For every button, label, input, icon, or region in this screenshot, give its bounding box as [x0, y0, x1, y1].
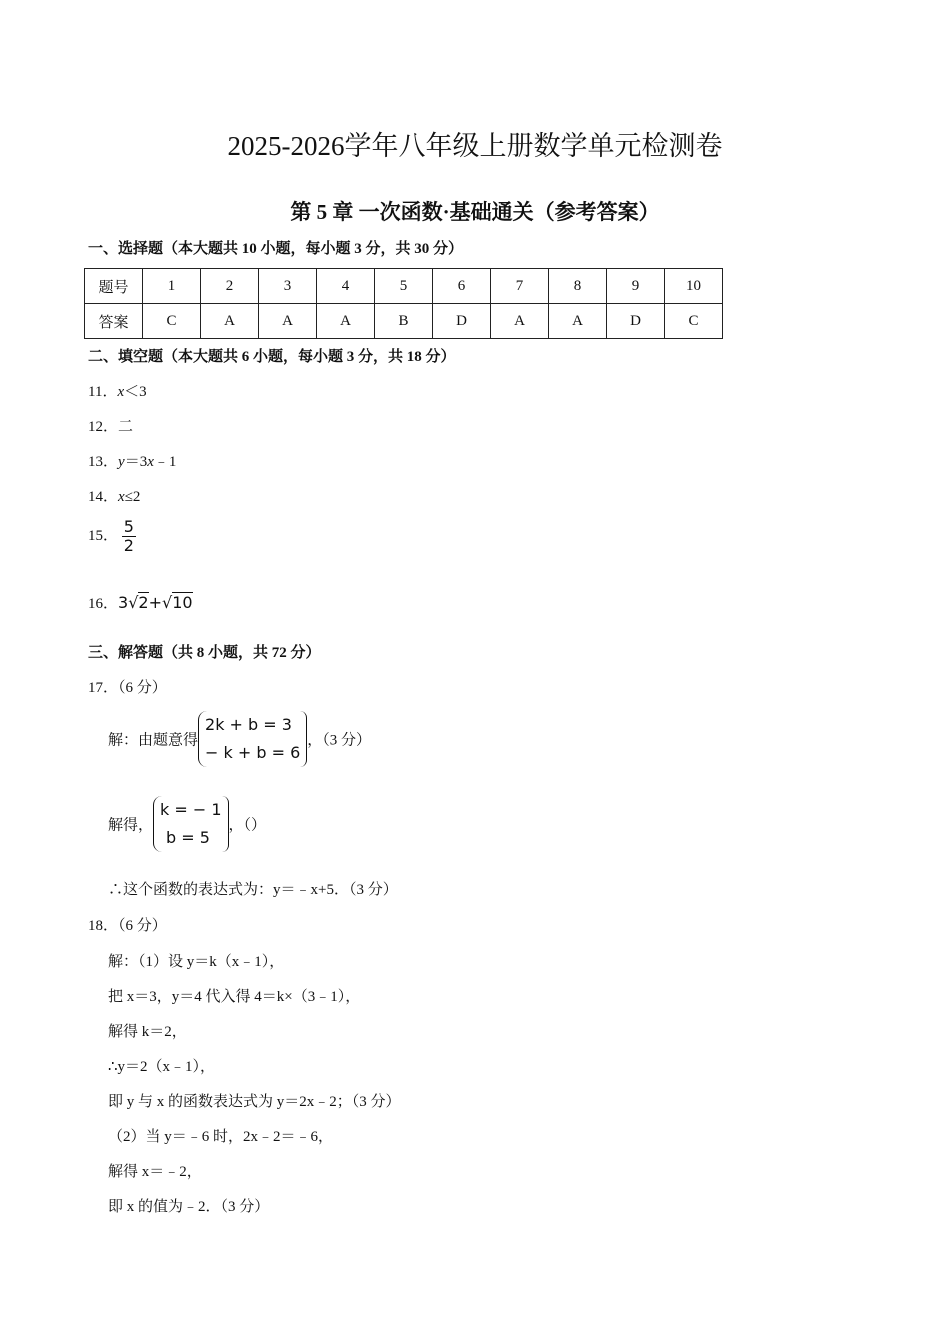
q18-line: 即 y 与 x 的函数表达式为 y＝2x﹣2；（3 分） — [108, 1094, 401, 1110]
q18-line: 解得 k＝2， — [108, 1024, 187, 1040]
table-cell: A — [317, 304, 375, 339]
table-cell: A — [491, 304, 549, 339]
q17-solution-line — [108, 796, 266, 852]
text: 解得， — [108, 817, 154, 834]
table-cell: C — [665, 304, 723, 339]
table-cell: 3 — [259, 269, 317, 304]
answer-text: ﹣1 — [153, 454, 177, 470]
question-number: 13． — [88, 454, 119, 470]
sqrt-icon: √ — [162, 593, 173, 612]
question-number: 12． — [88, 419, 119, 435]
equation: b = 5 — [166, 828, 210, 847]
table-row-answers — [85, 304, 723, 339]
coefficient: 3 — [118, 593, 129, 612]
question-number: 14． — [88, 489, 119, 505]
variable: x — [147, 454, 154, 470]
table-cell: A — [259, 304, 317, 339]
answer-text: ＜3 — [124, 384, 147, 400]
table-cell: 7 — [491, 269, 549, 304]
q17-heading: 17．（6 分） — [88, 680, 167, 696]
table-row-label: 题号 — [85, 269, 143, 304]
table-row-label: 答案 — [85, 304, 143, 339]
sqrt-icon: √ — [128, 593, 139, 612]
answer-text: 二 — [118, 419, 134, 435]
answer-14 — [88, 485, 140, 506]
table-cell: D — [607, 304, 665, 339]
system-bracket-right — [222, 796, 229, 852]
variable: x — [117, 384, 125, 400]
solution-system — [153, 796, 222, 852]
answer-table — [84, 268, 723, 339]
table-cell: 4 — [317, 269, 375, 304]
page-title: 2025-2026学年八年级上册数学单元检测卷 — [227, 131, 723, 161]
question-number: 11． — [88, 384, 118, 400]
q18-line: 解得 x＝﹣2， — [108, 1164, 202, 1180]
plus-sign: + — [148, 593, 162, 612]
table-cell: A — [201, 304, 259, 339]
variable: y — [118, 454, 125, 470]
answer-text: ≤2 — [124, 489, 141, 505]
q18-line: ∴y＝2（x﹣1）， — [108, 1059, 216, 1075]
fraction-numerator: 5 — [123, 517, 134, 536]
table-cell: 5 — [375, 269, 433, 304]
score-note: ，（） — [228, 817, 267, 834]
q18-line: 即 x 的值为﹣2．（3 分） — [108, 1199, 270, 1215]
q17-system-line — [108, 711, 371, 767]
equation: − k + b = 6 — [205, 743, 301, 762]
table-cell: 8 — [549, 269, 607, 304]
equation-system — [198, 711, 300, 767]
section-solve-heading: 三、解答题（共 8 小题，共 72 分） — [88, 645, 321, 661]
table-cell: A — [549, 304, 607, 339]
q17-conclusion: ∴这个函数的表达式为：y＝﹣x+5．（3 分） — [108, 882, 398, 898]
answer-15 — [88, 518, 136, 555]
question-number: 16． — [88, 596, 119, 612]
table-cell: B — [375, 304, 433, 339]
fraction-denominator: 2 — [123, 536, 134, 555]
table-cell: 10 — [665, 269, 723, 304]
table-cell: 9 — [607, 269, 665, 304]
table-cell: C — [143, 304, 201, 339]
answer-11 — [88, 380, 147, 401]
q18-line: 把 x＝3，y＝4 代入得 4＝k×（3﹣1）， — [108, 989, 361, 1005]
question-number: 15． — [88, 527, 119, 544]
equation: 2k + b = 3 — [205, 715, 292, 734]
answer-text: ＝3 — [124, 454, 148, 470]
score-note: ，（3 分） — [307, 732, 372, 749]
radicand: 10 — [172, 593, 193, 612]
table-cell: D — [433, 304, 491, 339]
answer-13 — [88, 450, 176, 471]
q18-line: 解：（1）设 y＝k（x﹣1）， — [108, 954, 285, 970]
q18-heading: 18．（6 分） — [88, 918, 167, 934]
radical-expression — [118, 592, 193, 612]
variable: x — [118, 489, 125, 505]
section-choice-heading: 一、选择题（本大题共 10 小题，每小题 3 分，共 30 分） — [88, 241, 464, 257]
table-row-numbers — [85, 269, 723, 304]
table-cell: 2 — [201, 269, 259, 304]
equation: k = − 1 — [160, 800, 222, 819]
table-cell: 6 — [433, 269, 491, 304]
fraction — [122, 518, 136, 555]
answer-16 — [88, 592, 193, 613]
text: 解：由题意得 — [108, 732, 199, 749]
answer-12 — [88, 415, 133, 436]
table-cell: 1 — [143, 269, 201, 304]
section-fill-heading: 二、填空题（本大题共 6 小题，每小题 3 分，共 18 分） — [88, 349, 456, 365]
radicand: 2 — [138, 593, 149, 612]
q18-line: （2）当 y＝﹣6 时，2x﹣2＝﹣6， — [108, 1129, 334, 1145]
page-subtitle: 第 5 章 一次函数·基础通关（参考答案） — [290, 200, 660, 224]
